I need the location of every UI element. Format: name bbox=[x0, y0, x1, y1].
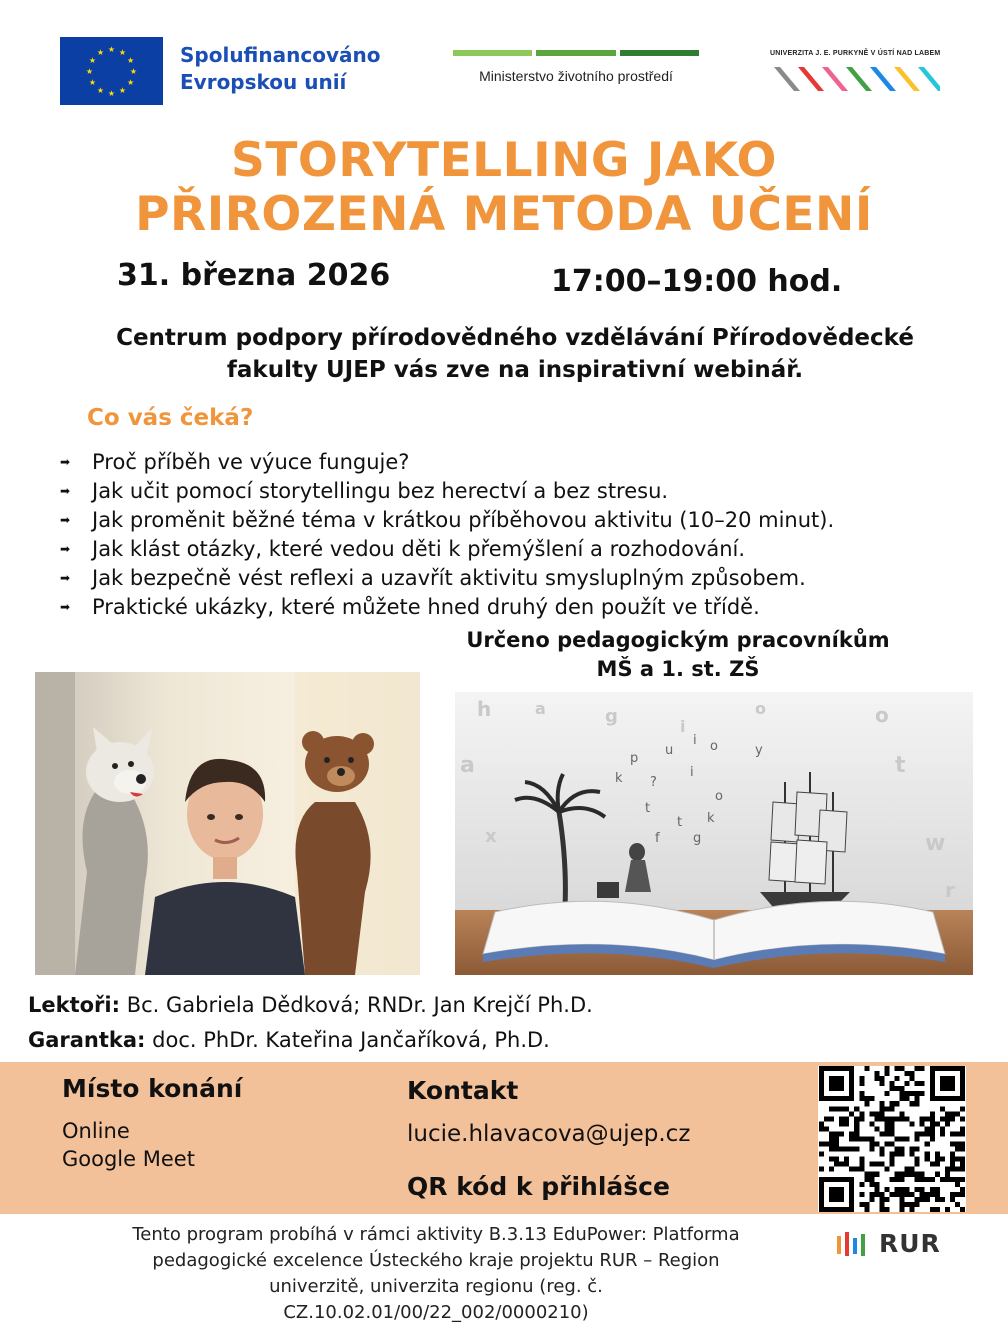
svg-text:k: k bbox=[615, 771, 623, 786]
qr-heading: QR kód k přihlášce bbox=[407, 1172, 670, 1201]
event-time: 17:00–19:00 hod. bbox=[551, 264, 843, 299]
university-stripe bbox=[846, 67, 872, 91]
arrow-right-icon: ➡ bbox=[60, 571, 71, 585]
arrow-right-icon: ➡ bbox=[60, 542, 71, 556]
arrow-right-icon: ➡ bbox=[60, 484, 71, 498]
section-heading: Co vás čeká? bbox=[87, 405, 254, 431]
svg-text:x: x bbox=[485, 826, 497, 847]
rur-bars-icon bbox=[835, 1228, 871, 1258]
university-stripes-icon bbox=[770, 63, 940, 95]
eu-star-icon: ★ bbox=[107, 45, 116, 54]
list-item bbox=[60, 477, 834, 506]
svg-text:y: y bbox=[755, 743, 763, 758]
eu-star-icon: ★ bbox=[85, 67, 94, 76]
ministry-color-bar bbox=[453, 50, 532, 56]
eu-star-icon: ★ bbox=[96, 47, 105, 57]
lecturers bbox=[28, 993, 593, 1017]
place-heading: Místo konání bbox=[62, 1074, 243, 1103]
university-stripe bbox=[894, 67, 920, 91]
list-item bbox=[60, 506, 834, 535]
svg-text:t: t bbox=[895, 753, 906, 778]
ministry-logo bbox=[453, 50, 699, 84]
svg-text:u: u bbox=[665, 743, 674, 758]
registration-qr-code[interactable] bbox=[818, 1066, 966, 1212]
svg-text:k: k bbox=[707, 811, 715, 826]
svg-text:h: h bbox=[477, 697, 492, 721]
ministry-color-bar bbox=[536, 50, 615, 56]
footer-line1: Tento program probíhá v rámci aktivity B.3.13 EduPower: Platforma bbox=[132, 1224, 740, 1245]
eu-star-icon: ★ bbox=[96, 86, 105, 96]
topics-list bbox=[60, 448, 834, 622]
list-item-text: Proč příběh ve výuce funguje? bbox=[92, 450, 410, 474]
list-item bbox=[60, 448, 834, 477]
footer-line4: CZ.10.02.01/00/22_002/0000210) bbox=[283, 1302, 589, 1323]
event-date: 31. března 2026 bbox=[117, 258, 391, 293]
eu-text-line2: Evropskou unií bbox=[180, 70, 347, 94]
svg-text:w: w bbox=[925, 831, 946, 856]
list-item bbox=[60, 564, 834, 593]
intro-line1: Centrum podpory přírodovědného vzdělávání Přírodovědecké bbox=[116, 325, 914, 351]
rur-logo-text: RUR bbox=[879, 1228, 941, 1258]
intro-line2: fakulty UJEP vás zve na inspirativní webinář. bbox=[226, 357, 804, 383]
target-audience bbox=[420, 626, 936, 684]
list-item-text: Jak proměnit běžné téma v krátkou příběhovou aktivitu (10–20 minut). bbox=[92, 508, 835, 532]
list-item-text: Jak učit pomocí storytellingu bez herectví a bez stresu. bbox=[92, 479, 669, 503]
ministry-color-bars bbox=[453, 50, 699, 56]
eu-star-icon: ★ bbox=[127, 56, 135, 65]
university-stripe bbox=[798, 67, 824, 91]
qr-code-icon bbox=[818, 1066, 966, 1212]
ministry-color-bar bbox=[620, 50, 699, 56]
svg-text:f: f bbox=[655, 831, 660, 846]
svg-text:o: o bbox=[710, 739, 718, 754]
svg-text:o: o bbox=[715, 789, 723, 804]
svg-text:i: i bbox=[693, 733, 697, 748]
footer-text bbox=[60, 1222, 812, 1326]
contact-heading: Kontakt bbox=[407, 1076, 519, 1105]
place-line2: Google Meet bbox=[62, 1147, 195, 1171]
eu-star-icon: ★ bbox=[88, 78, 96, 87]
eu-star-icon: ★ bbox=[107, 89, 116, 98]
university-stripe bbox=[918, 67, 940, 91]
svg-text:g: g bbox=[693, 831, 702, 846]
list-item bbox=[60, 593, 834, 622]
guarantor-label: Garantka: bbox=[28, 1028, 146, 1052]
intro-text bbox=[40, 322, 990, 386]
svg-text:o: o bbox=[755, 699, 766, 718]
university-name: UNIVERZITA J. E. PURKYNĚ V ÚSTÍ NAD LABEM bbox=[770, 50, 941, 57]
svg-text:a: a bbox=[460, 753, 475, 778]
place-line1: Online bbox=[62, 1119, 130, 1143]
target-line2: MŠ a 1. st. ZŠ bbox=[596, 657, 760, 681]
university-stripe bbox=[870, 67, 896, 91]
eu-flag-logo bbox=[60, 37, 163, 105]
lecturers-label: Lektoři: bbox=[28, 993, 121, 1017]
university-logo bbox=[770, 50, 942, 100]
eu-star-icon: ★ bbox=[127, 78, 135, 87]
eu-star-icon: ★ bbox=[118, 47, 127, 57]
svg-text:i: i bbox=[690, 765, 694, 780]
arrow-right-icon: ➡ bbox=[60, 600, 71, 614]
guarantor bbox=[28, 1028, 550, 1052]
svg-text:a: a bbox=[535, 699, 546, 718]
university-stripe bbox=[774, 67, 800, 91]
svg-text:t: t bbox=[677, 815, 683, 830]
university-stripe bbox=[822, 67, 848, 91]
footer-line2: pedagogické excelence Ústeckého kraje projektu RUR – Region bbox=[152, 1250, 720, 1271]
footer-line3: univerzitě, univerzita regionu (reg. č. bbox=[269, 1276, 603, 1297]
eu-cofunded-text bbox=[180, 42, 380, 96]
list-item-text: Praktické ukázky, které můžete hned druhý den použít ve třídě. bbox=[92, 595, 760, 619]
target-line1: Určeno pedagogickým pracovníkům bbox=[466, 628, 890, 652]
ministry-name: Ministerstvo životního prostředí bbox=[479, 68, 673, 84]
svg-text:t: t bbox=[645, 801, 651, 816]
title-line2: PŘIROZENÁ METODA UČENÍ bbox=[135, 187, 873, 242]
eu-stars-icon bbox=[60, 37, 163, 105]
svg-text:g: g bbox=[605, 706, 618, 727]
list-item-text: Jak klást otázky, které vedou děti k přemýšlení a rozhodování. bbox=[92, 537, 746, 561]
svg-text:o: o bbox=[875, 703, 889, 727]
storybook-photo bbox=[455, 692, 973, 975]
contact-email[interactable]: lucie.hlavacova@ujep.cz bbox=[407, 1121, 691, 1147]
eu-star-icon: ★ bbox=[118, 86, 127, 96]
eu-star-icon: ★ bbox=[129, 67, 138, 76]
puppets-photo bbox=[35, 672, 420, 975]
event-title bbox=[0, 134, 1008, 242]
title-line1: STORYTELLING JAKO bbox=[231, 133, 777, 188]
list-item bbox=[60, 535, 834, 564]
guarantor-name: doc. PhDr. Kateřina Jančaříková, Ph.D. bbox=[152, 1028, 550, 1052]
svg-text:r: r bbox=[945, 878, 955, 902]
svg-text:i: i bbox=[680, 717, 686, 736]
arrow-right-icon: ➡ bbox=[60, 455, 71, 469]
eu-star-icon: ★ bbox=[88, 56, 96, 65]
eu-text-line1: Spolufinancováno bbox=[180, 43, 381, 67]
arrow-right-icon: ➡ bbox=[60, 513, 71, 527]
lecturers-names: Bc. Gabriela Dědková; RNDr. Jan Krejčí Ph.D. bbox=[126, 993, 593, 1017]
list-item-text: Jak bezpečně vést reflexi a uzavřít aktivitu smysluplným způsobem. bbox=[92, 566, 806, 590]
svg-text:?: ? bbox=[650, 775, 657, 790]
svg-text:p: p bbox=[630, 751, 639, 766]
rur-logo bbox=[835, 1228, 941, 1258]
